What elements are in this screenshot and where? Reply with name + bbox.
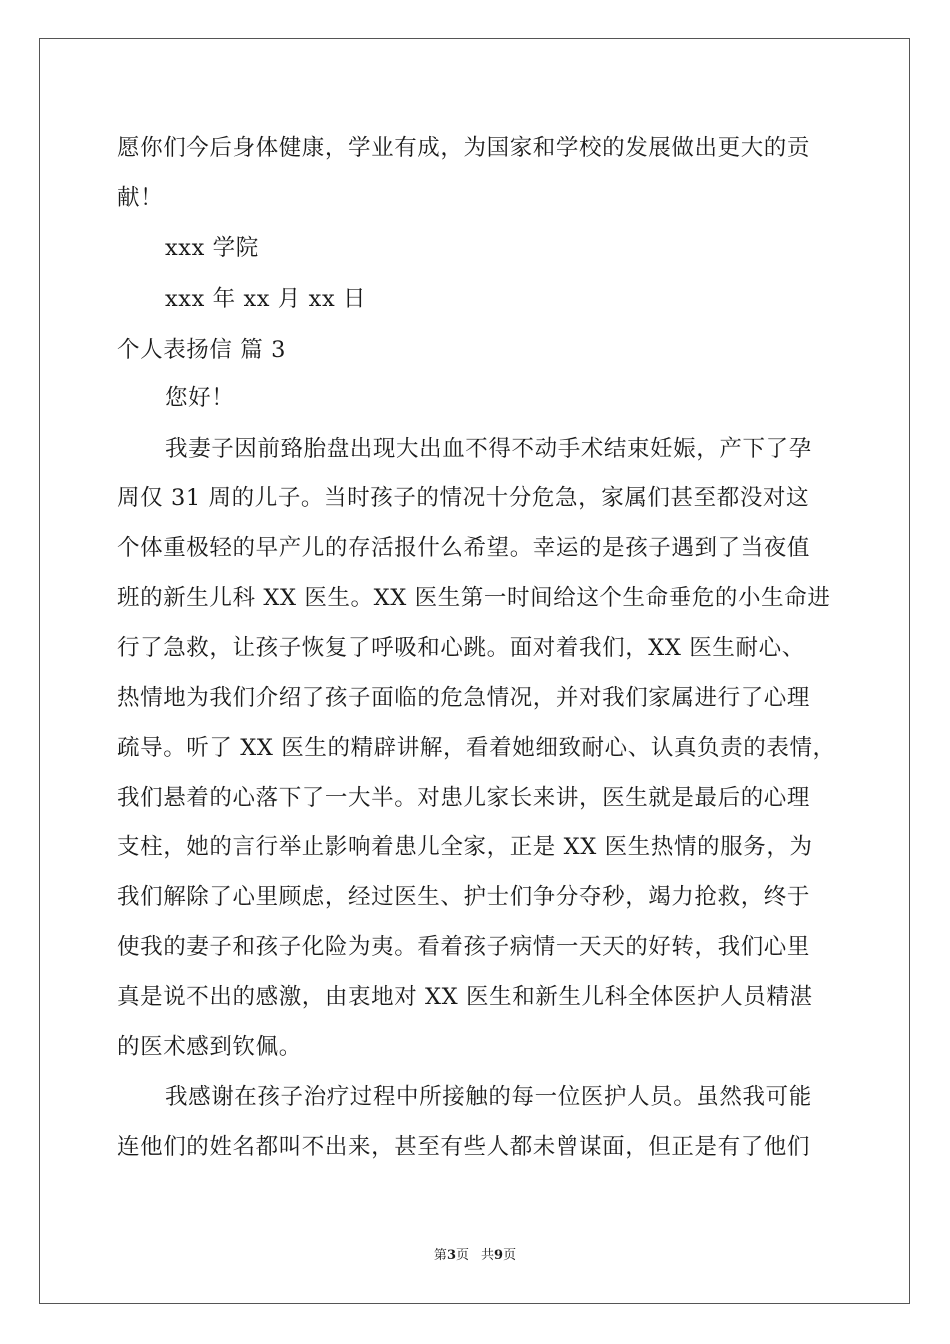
body-line-13: 疏导。听了 XX 医生的精辟讲解，看着她细致耐心、认真负责的表情，: [117, 735, 836, 761]
footer-page-prefix: 第: [433, 1248, 447, 1263]
footer-total-suffix: 页: [503, 1248, 517, 1263]
footer-total-prefix: 共: [481, 1248, 495, 1263]
body-line-18: 真是说不出的感激，由衷地对 XX 医生和新生儿科全体医护人员精湛: [117, 984, 813, 1010]
body-line-12: 热情地为我们介绍了孩子面临的危急情况，并对我们家属进行了心理: [117, 685, 811, 711]
body-line-16: 我们解除了心里顾虑，经过医生、护士们争分夺秒，竭力抢救，终于: [117, 884, 811, 910]
body-line-14: 我们悬着的心落下了一大半。对患儿家长来讲，医生就是最后的心理: [117, 785, 811, 811]
footer-total-number: 9: [494, 1248, 504, 1263]
body-line-11: 行了急救，让孩子恢复了呼吸和心跳。面对着我们，XX 医生耐心、: [117, 635, 805, 661]
body-line-19: 的医术感到钦佩。: [117, 1034, 302, 1060]
body-line-17: 使我的妻子和孩子化险为夷。看着孩子病情一天天的好转，我们心里: [117, 934, 811, 960]
greeting: 您好！: [165, 385, 235, 411]
body-line-7: 我妻子因前臵胎盘出现大出血不得不动手术结束妊娠，产下了孕: [165, 436, 812, 462]
body-line-9: 个体重极轻的早产儿的存活报什么希望。幸运的是孩子遇到了当夜值: [117, 535, 811, 561]
body-line-20: 我感谢在孩子治疗过程中所接触的每一位医护人员。虽然我可能: [165, 1084, 812, 1110]
body-line-10: 班的新生儿科 XX 医生。XX 医生第一时间给这个生命垂危的小生命进: [117, 585, 831, 611]
body-line-21: 连他们的姓名都叫不出来，甚至有些人都未曾谋面，但正是有了他们: [117, 1134, 811, 1160]
signature-date: xxx 年 xx 月 xx 日: [165, 286, 367, 312]
body-line-15: 支柱，她的言行举止影响着患儿全家，正是 XX 医生热情的服务，为: [117, 834, 813, 860]
footer-page-suffix: 页: [455, 1248, 469, 1263]
body-line-2: 献！: [117, 185, 164, 211]
signature-institution: xxx 学院: [165, 235, 259, 261]
page-footer: [0, 1247, 950, 1265]
body-line-8: 周仅 31 周的儿子。当时孩子的情况十分危急，家属们甚至都没对这: [117, 485, 810, 511]
page-border: [39, 38, 910, 1304]
body-line-1: 愿你们今后身体健康，学业有成，为国家和学校的发展做出更大的贡: [117, 135, 811, 161]
footer-page-number: 3: [446, 1248, 456, 1263]
section-heading: 个人表扬信 篇 3: [117, 337, 287, 363]
